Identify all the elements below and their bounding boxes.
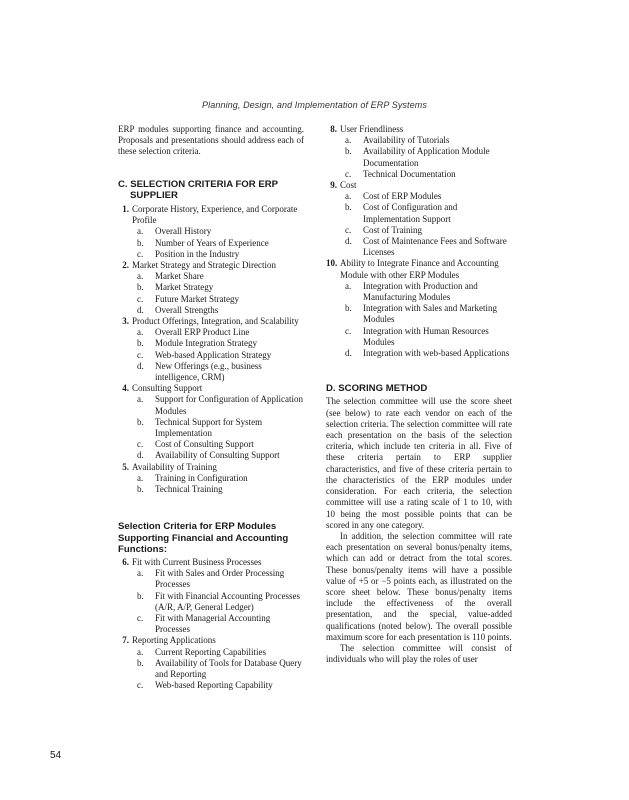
sub-text: Availability of Tutorials (363, 135, 450, 146)
section-c-heading-line-2: SUPPLIER (130, 189, 178, 201)
supplier-criteria-list (118, 204, 304, 495)
sub-criterion (132, 238, 304, 249)
scoring-paragraph-1: The selection committee will use the score sheet (see below) to rate each vendor on each of the selection criteria. The selection committee will rate each presentation on the basis of the selection criteria, which include ten criteria in all. Five of these criteria pertain to ERP supplier characteristics, and five of these criteria pertain to the characteristics of the ERP modules under consideration. For each criteria, the selection committee will use a rating scale of 1 to 10, with 10 being the most possible points that can be scored in any one category. (326, 396, 512, 530)
criterion-item (118, 383, 304, 461)
sub-letter: a. (137, 472, 144, 483)
sub-text: Cost of Consulting Support (155, 439, 254, 450)
sub-criterion (132, 282, 304, 293)
sub-text: Training in Configuration (155, 472, 248, 483)
sub-letter: c. (345, 224, 352, 235)
sub-letter: a. (137, 327, 144, 338)
sub-criterion (132, 680, 304, 691)
sub-letter: d. (137, 304, 144, 315)
sub-criterion (340, 303, 512, 325)
sub-letter: c. (137, 293, 144, 304)
sub-letter: c. (137, 349, 144, 360)
sub-letter: b. (345, 146, 352, 157)
sub-text: Overall History (155, 226, 212, 237)
sub-letter: b. (345, 202, 352, 213)
sub-text: Technical Documentation (363, 168, 456, 179)
intro-paragraph: ERP modules supporting finance and accounting. Proposals and presentations should address each of these selection criteria. (118, 124, 304, 157)
sub-criterion (132, 417, 304, 439)
sub-text: Cost of Configuration and Implementation Support (363, 202, 458, 224)
criterion-title: Consulting Support (132, 383, 203, 394)
sub-criterion (132, 327, 304, 338)
sub-criterion (132, 484, 304, 495)
sub-text: Web-based Application Strategy (155, 349, 272, 360)
sub-criterion (132, 305, 304, 316)
criterion-item (118, 204, 304, 260)
scoring-paragraph-2: In addition, the selection committee will rate each presentation on several bonus/penalty items, which can add or detract from the total scores. These bonus/penalty items will have a possible value of +5 or −5 points each, as illustrated on the score sheet below. These bonus/penalty items include the effectiveness of the overall presentation, and the special, value-added qualifications (noted below). The overall possible maximum score for each presentation is 110 points. (326, 530, 512, 642)
sub-text: Market Strategy (155, 282, 214, 293)
sub-criterion (132, 249, 304, 260)
sub-criterion (340, 202, 512, 224)
sub-criterion (340, 146, 512, 168)
sub-letter: a. (137, 271, 144, 282)
right-column (326, 124, 512, 665)
sub-text: Cost of Maintenance Fees and Software Licenses (363, 236, 507, 258)
sub-criterion (132, 394, 304, 416)
sub-letter: d. (345, 348, 352, 359)
criterion-number: 6. (122, 556, 129, 567)
sub-letter: a. (137, 226, 144, 237)
sub-letter: a. (137, 568, 144, 579)
sub-criterion (132, 450, 304, 461)
page-number: 54 (50, 750, 62, 761)
module-criteria-list-left (118, 557, 304, 691)
sub-letter: b. (137, 590, 144, 601)
sub-text: Module Integration Strategy (155, 338, 257, 349)
sub-text: Current Reporting Capabilities (155, 646, 266, 657)
sub-text: Fit with Financial Accounting Processes (A/R, A/P, General Ledger) (155, 590, 300, 612)
sub-text: Availability of Application Module Documentation (363, 146, 490, 168)
criterion-item (326, 258, 512, 359)
sub-criterion (340, 135, 512, 146)
section-d-heading: D. SCORING METHOD (326, 383, 428, 395)
sub-letter: a. (345, 280, 352, 291)
sub-text: Availability of Tools for Database Query and Reporting (155, 657, 302, 679)
sub-text: Integration with Human Resources Modules (363, 325, 489, 347)
criterion-number: 9. (330, 180, 337, 191)
sub-text: New Offerings (e.g., business intelligence, CRM) (155, 360, 262, 383)
sub-letter: b. (137, 416, 144, 427)
sub-criterion (132, 361, 304, 383)
criterion-title: Market Strategy and Strategic Direction (132, 260, 276, 271)
sub-criterion (132, 350, 304, 361)
sub-criterion (132, 647, 304, 658)
criterion-number: 4. (122, 383, 129, 394)
sub-text: Integration with Sales and Marketing Modules (363, 303, 497, 325)
sub-letter: d. (345, 236, 352, 247)
sub-letter: c. (345, 325, 352, 336)
criterion-number: 7. (122, 635, 129, 646)
sub-letter: b. (345, 303, 352, 314)
sub-text: Cost of ERP Modules (363, 191, 442, 202)
sub-criterion (340, 225, 512, 236)
sub-text: Web-based Reporting Capability (155, 680, 273, 691)
criterion-item (118, 260, 304, 316)
criterion-number: 5. (122, 461, 129, 472)
criterion-title: Reporting Applications (132, 635, 216, 646)
sub-text: Availability of Consulting Support (155, 450, 280, 461)
sub-text: Number of Years of Experience (155, 237, 269, 248)
sub-letter: c. (137, 680, 144, 691)
sub-letter: c. (137, 439, 144, 450)
sub-text: Position in the Industry (155, 248, 240, 259)
sub-criterion (132, 439, 304, 450)
sub-criterion (340, 169, 512, 180)
sub-text: Integration with Production and Manufacturing Modules (363, 280, 478, 303)
sub-text: Fit with Sales and Order Processing Processes (155, 568, 285, 590)
sub-criterion (132, 271, 304, 282)
sub-text: Cost of Training (363, 224, 423, 235)
sub-criterion (132, 658, 304, 680)
sub-text: Overall Strengths (155, 304, 219, 315)
section-c-heading (118, 179, 304, 201)
sub-letter: c. (137, 248, 144, 259)
section-c-heading-line-1: C. SELECTION CRITERIA FOR ERP (118, 178, 279, 190)
criterion-title: Product Offerings, Integration, and Scalability (132, 316, 299, 327)
sub-letter: a. (345, 135, 352, 146)
sub-criterion (132, 568, 304, 590)
sub-text: Fit with Managerial Accounting Processes (155, 612, 271, 635)
sub-text: Support for Configuration of Application Modules (155, 394, 303, 416)
criterion-item (118, 316, 304, 383)
sub-criterion (132, 473, 304, 484)
criterion-title: Cost (340, 180, 357, 191)
criterion-title: Corporate History, Experience, and Corporate Profile (132, 204, 298, 226)
criterion-item (118, 635, 304, 691)
sub-criterion (132, 338, 304, 349)
sub-criterion (340, 326, 512, 348)
modules-section-heading: Selection Criteria for ERP Modules Supporting Financial and Accounting Functions: (118, 521, 289, 555)
sub-criterion (132, 294, 304, 305)
criterion-title: User Friendliness (340, 124, 404, 134)
criterion-number: 3. (122, 316, 129, 327)
criterion-title: Availability of Training (132, 461, 217, 472)
sub-criterion (132, 226, 304, 237)
sub-text: Technical Training (155, 484, 223, 495)
sub-letter: a. (137, 646, 144, 657)
sub-text: Technical Support for System Implementation (155, 416, 263, 439)
criterion-number: 10. (326, 258, 338, 269)
criterion-number: 2. (122, 260, 129, 271)
sub-letter: c. (137, 612, 144, 623)
sub-letter: b. (137, 282, 144, 293)
criterion-title: Fit with Current Business Processes (132, 556, 262, 567)
sub-letter: d. (137, 360, 144, 371)
criterion-title: Ability to Integrate Finance and Accounting Module with other ERP Modules (340, 258, 499, 280)
sub-criterion (340, 348, 512, 359)
left-column (118, 124, 304, 691)
sub-criterion (132, 613, 304, 635)
criterion-number: 1. (122, 204, 129, 215)
scoring-paragraph-3: The selection committee will consist of individuals who will play the roles of user (326, 642, 512, 665)
criterion-item (118, 557, 304, 635)
sub-letter: a. (345, 191, 352, 202)
sub-letter: b. (137, 484, 144, 495)
module-criteria-list-right (326, 124, 512, 359)
sub-text: Integration with web-based Applications (363, 348, 510, 359)
sub-letter: c. (345, 168, 352, 179)
criterion-item (326, 180, 512, 258)
sub-text: Future Market Strategy (155, 293, 239, 304)
criterion-number: 8. (330, 124, 337, 134)
sub-text: Market Share (155, 271, 204, 282)
running-header: Planning, Design, and Implementation of ERP Systems (202, 100, 427, 110)
sub-criterion (340, 281, 512, 303)
sub-letter: b. (137, 237, 144, 248)
criterion-item (118, 462, 304, 496)
sub-letter: d. (137, 450, 144, 461)
sub-text: Overall ERP Product Line (155, 327, 250, 338)
sub-letter: b. (137, 657, 144, 668)
sub-criterion (340, 236, 512, 258)
sub-letter: a. (137, 394, 144, 405)
sub-criterion (132, 591, 304, 613)
sub-letter: b. (137, 338, 144, 349)
section-c-heading-text (118, 179, 304, 201)
criterion-item (326, 124, 512, 180)
sub-criterion (340, 191, 512, 202)
